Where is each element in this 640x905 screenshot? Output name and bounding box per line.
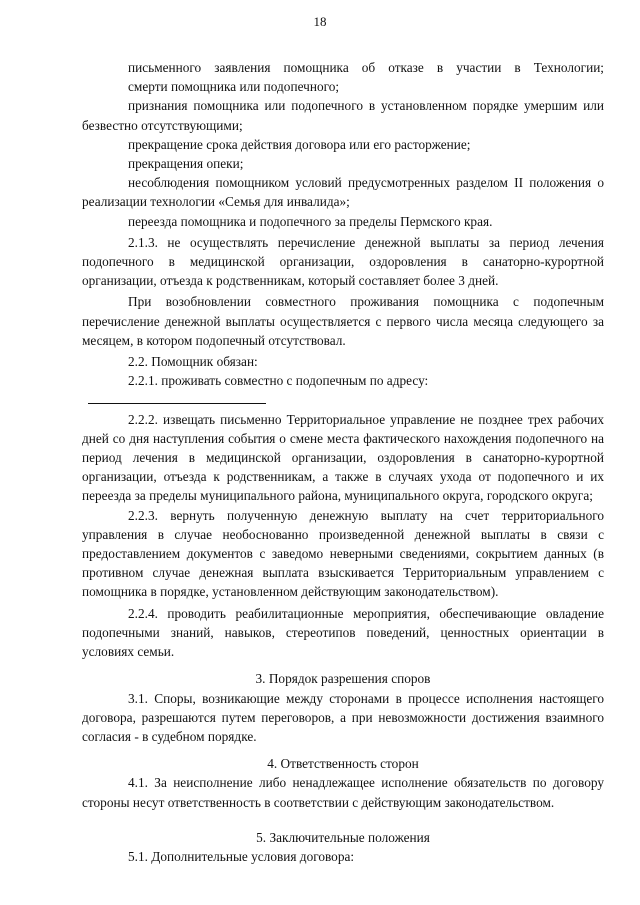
- list-item: несоблюдения помощником условий предусмотренных разделом II положения о реализации технологии «Семья для инвалида»;: [82, 175, 604, 210]
- paragraph: 3.1. Споры, возникающие между сторонами в процессе исполнения настоящего договора, разрешаются путем переговоров, а при невозможности достижения взаимного согласия - в судебном порядке.: [82, 690, 604, 744]
- list-item: письменного заявления помощника об отказе в участии в Технологии;: [128, 60, 604, 75]
- list-item: признания помощника или подопечного в установленном порядке умершим или безвестно отсутствующими;: [82, 98, 604, 133]
- spacer: [82, 812, 604, 820]
- list-item: переезда помощника и подопечного за пределы Пермского края.: [128, 213, 493, 229]
- address-paragraph: [82, 371, 604, 409]
- paragraph: 2.2.3. вернуть полученную денежную выплату на счет территориального управления в случае необоснованно произведенной денежной выплаты в связи с предоставлением документов с заведомо неверными сведениями, сокрытием данных (в противном случае денежная выплата взыскивается Территориальным управлением с помощника в порядке, установленном действующим законодательством).: [82, 507, 604, 600]
- paragraph: При возобновлении совместного проживания помощника с подопечным перечисление денежной выплаты осуществляется с первого числа месяца следующего за месяцем, в котором подопечный отсутствовал.: [82, 294, 604, 348]
- list-item: прекращения опеки;: [128, 156, 244, 172]
- address-blank-line: [88, 391, 266, 404]
- list-item: прекращение срока действия договора или его расторжение;: [128, 136, 471, 152]
- spacer: [82, 661, 604, 669]
- section-heading: 5. Заключительные положения: [256, 829, 430, 845]
- spacer: [82, 746, 604, 754]
- paragraph: 2.1.3. не осуществлять перечисление денежной выплаты за период лечения подопечного в медицинской организации, оздоровления в санаторно-курортной организации, отъезда к родственникам, который составляет более 3 дней.: [82, 234, 604, 289]
- paragraph: 5.1. Дополнительные условия договора:: [128, 848, 355, 864]
- address-label: 2.2.1. проживать совместно с подопечным по адресу:: [128, 373, 429, 389]
- spacer: [82, 820, 604, 828]
- paragraph: 2.2. Помощник обязан:: [128, 354, 258, 370]
- section-heading: 3. Порядок разрешения споров: [255, 671, 431, 687]
- paragraph: 2.2.2. извещать письменно Территориальное управление не позднее трех рабочих дней со дня наступления события о смене места фактического нахождения подопечного на период лечения в медицинской организации, оздоровления в санаторно-курортной организации, отъезда к родственникам, а также в случаях ухода от подопечного и их переезда за пределы муниципального района, муниципального округа, городского округа;: [82, 411, 604, 504]
- document-body: [82, 58, 604, 866]
- paragraph: 4.1. За неисполнение либо ненадлежащее исполнение обязательств по договору стороны несут ответственность в соответствии с действующим законодательством.: [82, 775, 604, 810]
- page-number: 18: [313, 14, 327, 29]
- list-item: смерти помощника или подопечного;: [128, 79, 340, 95]
- paragraph: 2.2.4. проводить реабилитационные мероприятия, обеспечивающие овладение подопечными знаний, навыков, стереотипов поведений, ценностных ориентации в условиях семьи.: [82, 605, 604, 660]
- section-heading: 4. Ответственность сторон: [267, 756, 419, 772]
